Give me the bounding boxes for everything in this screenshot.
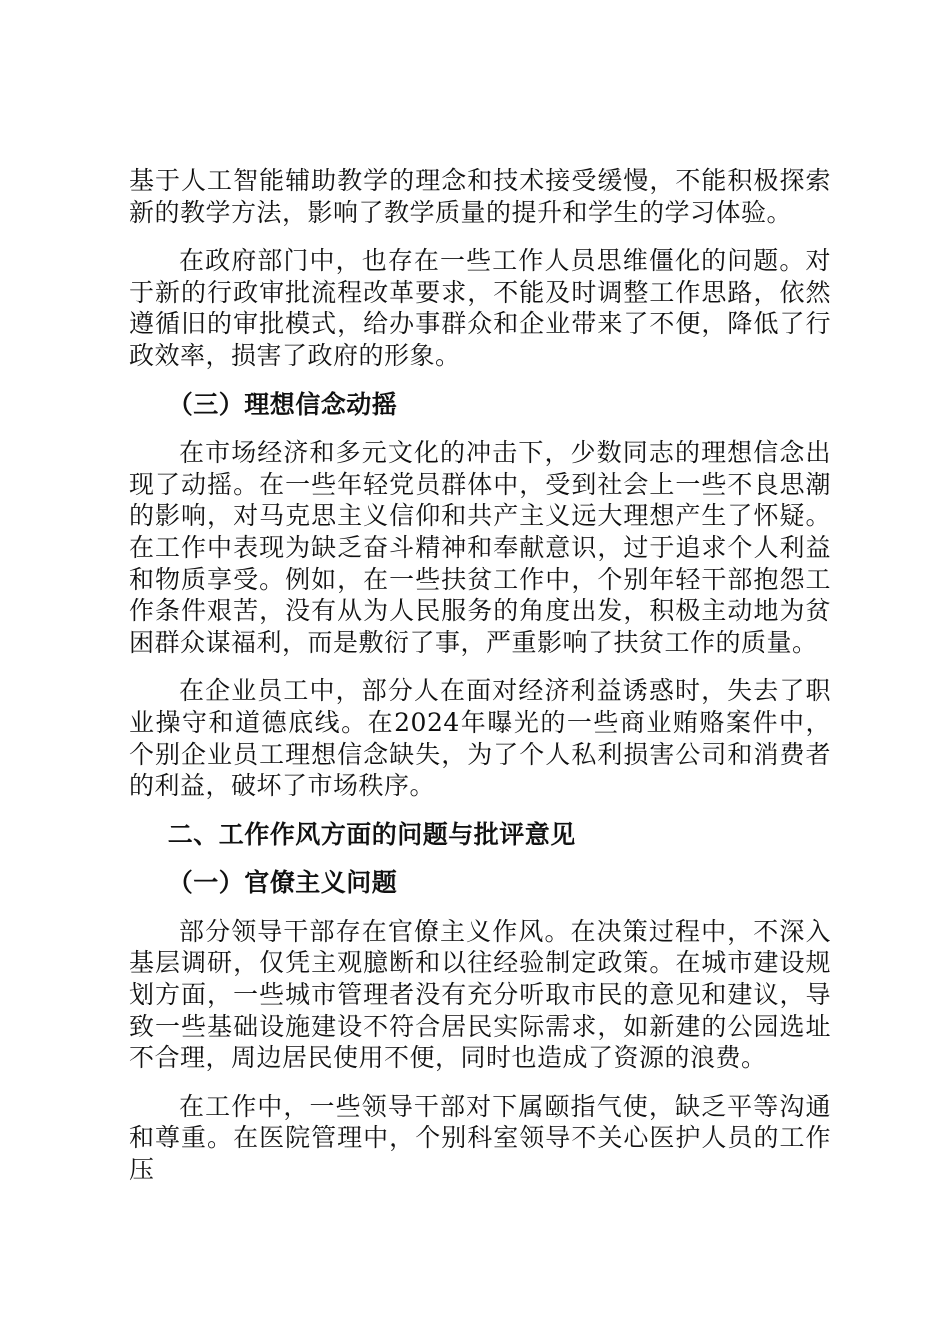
paragraph: 部分领导干部存在官僚主义作风。在决策过程中，不深入基层调研，仅凭主观臆断和以往经验制定政策。在城市建设规划方面，一些城市管理者没有充分听取市民的意见和建议，导致一些基础设施建设不符合居民实际需求，如新建的公园选址不合理，周边居民使用不便，同时也造成了资源的浪费。 [129, 916, 831, 1073]
paragraph: 在政府部门中，也存在一些工作人员思维僵化的问题。对于新的行政审批流程改革要求，不能及时调整工作思路，依然遵循旧的审批模式，给办事群众和企业带来了不便，降低了行政效率，损害了政府的形象。 [129, 246, 831, 370]
paragraph: 基于人工智能辅助教学的理念和技术接受缓慢，不能积极探索新的教学方法，影响了教学质量的提升和学生的学习体验。 [129, 166, 831, 227]
section-heading: 二、工作作风方面的问题与批评意见 [167, 819, 576, 849]
paragraph: 在工作中，一些领导干部对下属颐指气使，缺乏平等沟通和尊重。在医院管理中，个别科室领导不关心医护人员的工作压 [129, 1091, 831, 1185]
section-heading: （一）官僚主义问题 [167, 868, 398, 898]
paragraph: 在企业员工中，部分人在面对经济利益诱惑时，失去了职业操守和道德底线。在2024年曝光的一些商业贿赂案件中，个别企业员工理想信念缺失，为了个人私利损害公司和消费者的利益，破坏了市场秩序。 [129, 676, 831, 801]
document-body [129, 165, 831, 1186]
paragraph: 在市场经济和多元文化的冲击下，少数同志的理想信念出现了动摇。在一些年轻党员群体中，受到社会上一些不良思潮的影响，对马克思主义信仰和共产主义远大理想产生了怀疑。在工作中表现为缺乏奋斗精神和奉献意识，过于追求个人利益和物质享受。例如，在一些扶贫工作中，个别年轻干部抱怨工作条件艰苦，没有从为人民服务的角度出发，积极主动地为贫困群众谋福利，而是敷衍了事，严重影响了扶贫工作的质量。 [129, 438, 831, 657]
section-heading: （三）理想信念动摇 [167, 389, 398, 419]
